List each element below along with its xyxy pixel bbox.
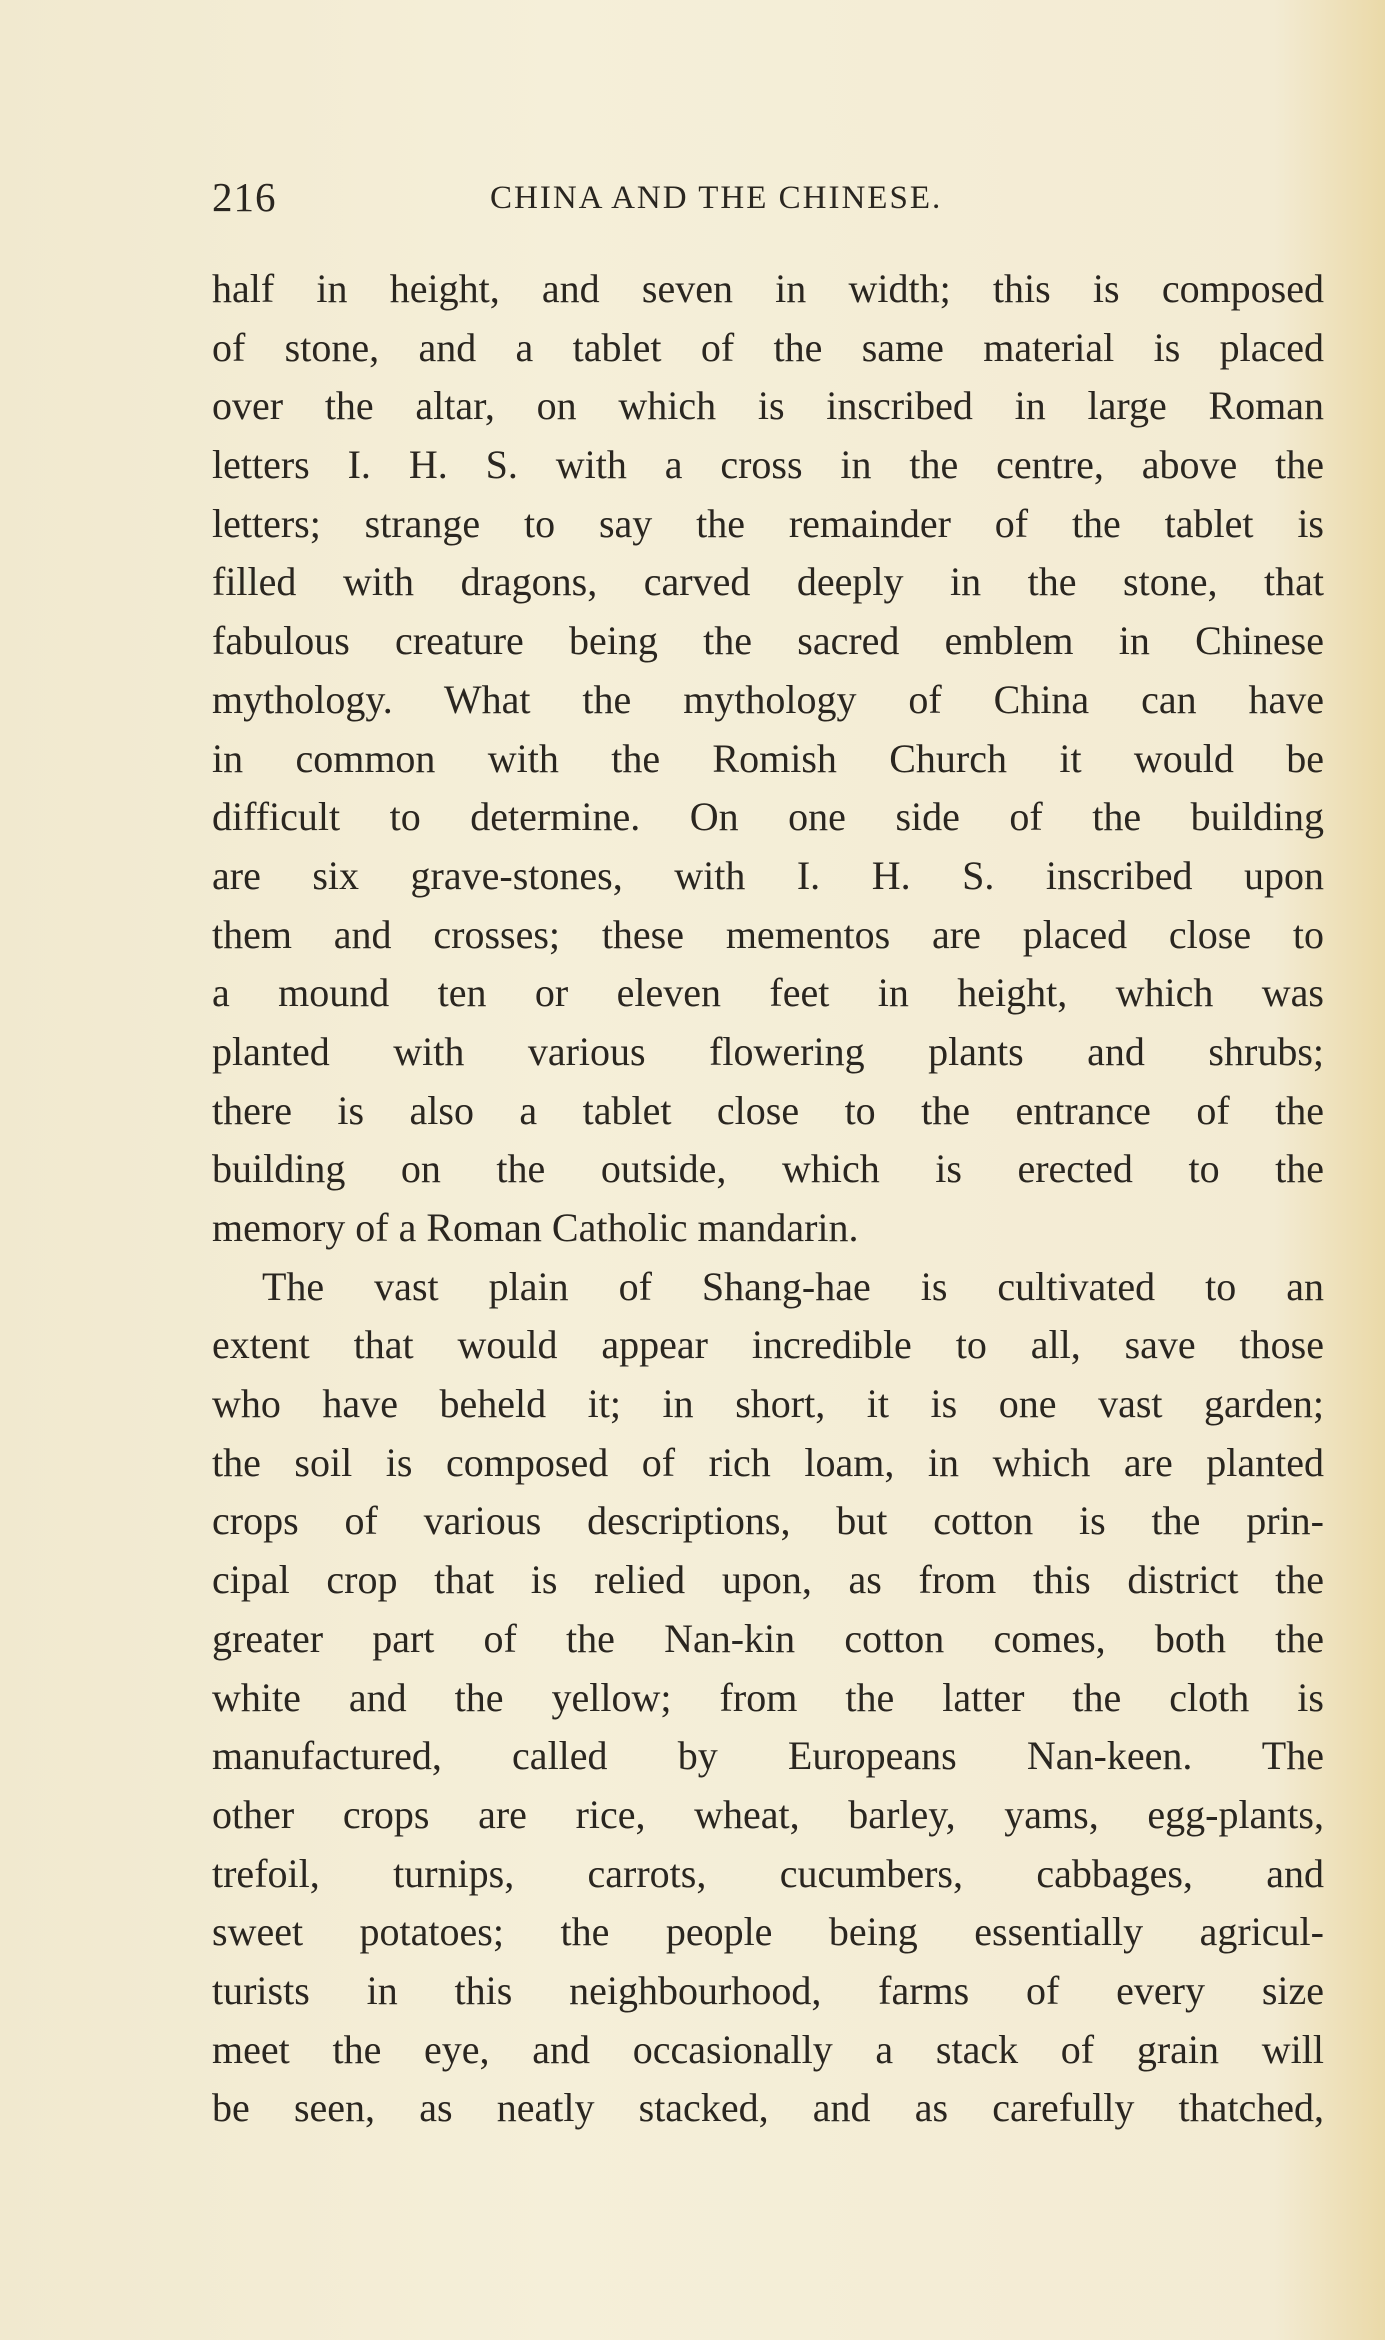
text-line: greater part of the Nan-kin cotton comes, both the xyxy=(212,1615,1324,1661)
text-line: white and the yellow; from the latter the cloth is xyxy=(212,1674,1324,1720)
body-text xyxy=(212,260,1324,2138)
text-line: letters I. H. S. with a cross in the centre, above the xyxy=(212,442,1324,488)
running-title: CHINA AND THE CHINESE. xyxy=(490,180,943,216)
text-line: in common with the Romish Church it would be xyxy=(212,735,1324,781)
text-line: the soil is composed of rich loam, in which are planted xyxy=(212,1439,1324,1485)
text-line: extent that would appear incredible to all, save those xyxy=(212,1322,1324,1368)
text-line: sweet potatoes; the people being essentially agricul- xyxy=(212,1909,1324,1955)
text-line: difficult to determine. On one side of the building xyxy=(212,794,1324,840)
text-line: meet the eye, and occasionally a stack of grain will xyxy=(212,2026,1324,2072)
text-line: letters; strange to say the remainder of the tablet is xyxy=(212,500,1324,546)
text-line: crops of various descriptions, but cotton is the prin- xyxy=(212,1498,1324,1544)
page-header xyxy=(212,172,1324,222)
text-line: over the altar, on which is inscribed in large Roman xyxy=(212,383,1324,429)
text-line: a mound ten or eleven feet in height, which was xyxy=(212,970,1324,1016)
text-line: half in height, and seven in width; this is composed xyxy=(212,266,1324,311)
text-line: mythology. What the mythology of China can have xyxy=(212,676,1324,722)
paragraph-start-line: The vast plain of Shang-hae is cultivated to an xyxy=(262,1263,1324,1309)
page-number: 216 xyxy=(212,174,277,220)
text-line: them and crosses; these mementos are placed close to xyxy=(212,911,1324,957)
text-line: of stone, and a tablet of the same material is placed xyxy=(212,324,1324,370)
text-line: are six grave-stones, with I. H. S. inscribed upon xyxy=(212,852,1324,898)
text-line: cipal crop that is relied upon, as from this district the xyxy=(212,1557,1324,1603)
text-line: planted with various flowering plants and shrubs; xyxy=(212,1028,1324,1074)
text-line: there is also a tablet close to the entrance of the xyxy=(212,1087,1324,1133)
text-line: turists in this neighbourhood, farms of every size xyxy=(212,1967,1324,2013)
text-line: building on the outside, which is erected to the xyxy=(212,1146,1324,1192)
text-line: be seen, as neatly stacked, and as carefully thatched, xyxy=(212,2085,1324,2131)
text-line: other crops are rice, wheat, barley, yams, egg-plants, xyxy=(212,1791,1324,1837)
text-line: fabulous creature being the sacred emblem in Chinese xyxy=(212,618,1324,664)
text-line: who have beheld it; in short, it is one vast garden; xyxy=(212,1381,1324,1427)
text-line: trefoil, turnips, carrots, cucumbers, cabbages, and xyxy=(212,1850,1324,1896)
text-line: manufactured, called by Europeans Nan-keen. The xyxy=(212,1733,1324,1779)
paragraph-end-line: memory of a Roman Catholic mandarin. xyxy=(212,1205,859,1250)
text-line: filled with dragons, carved deeply in the stone, that xyxy=(212,559,1324,605)
